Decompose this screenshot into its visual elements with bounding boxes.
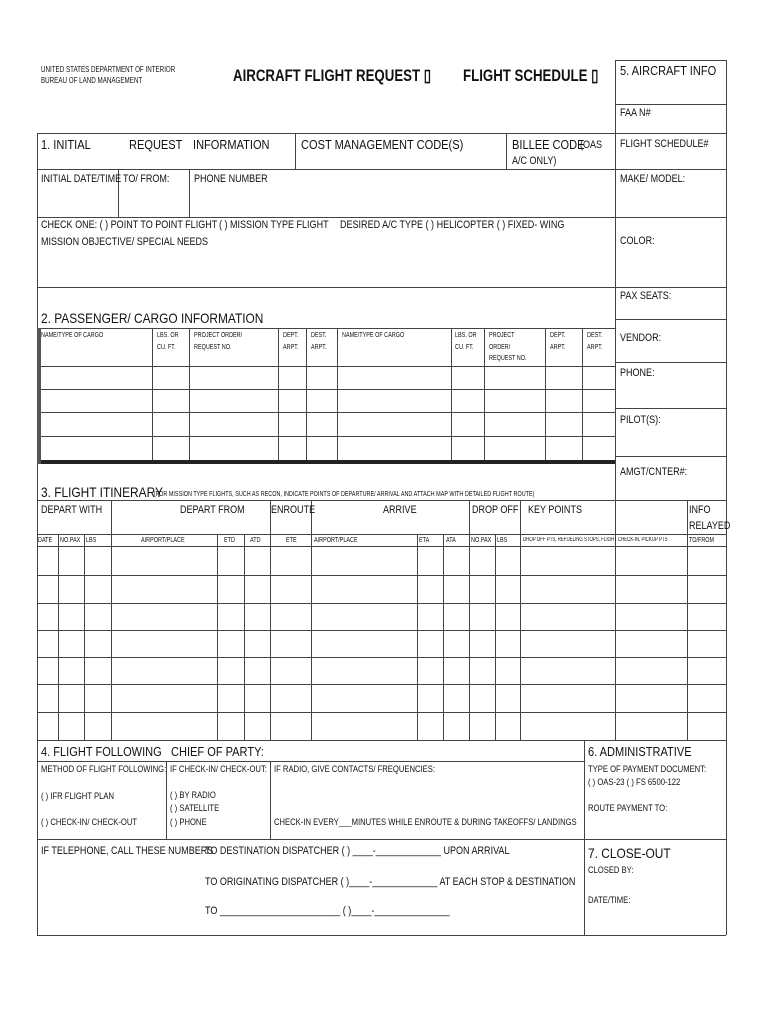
cargo-name-type-header: NAME/TYPE OF CARGO (41, 332, 104, 339)
amgt-cnter-label: AMGT/CNTER#: (620, 466, 688, 478)
type-payment-label: TYPE OF PAYMENT DOCUMENT: (588, 764, 707, 774)
route-payment-label: ROUTE PAYMENT TO: (588, 803, 668, 813)
checkin-checkout-check[interactable]: ( ) CHECK-IN/ CHECK-OUT (41, 817, 138, 827)
dept-arpt-header: ARPT. (283, 344, 299, 351)
lbs-header: LBS. OR (157, 332, 179, 339)
other-dispatcher-line: TO ________________________ ( )____-_______________ (205, 905, 450, 917)
billee-code-suffix: (OAS (580, 139, 603, 151)
itinerary-note: (FOR MISSION TYPE FLIGHTS, SUCH AS RECON, INDICATE POINTS OF DEPARTURE/ ARRIVAL AND ATTACH MAP WITH DETAILED FLIGHT ROUTE) (154, 491, 535, 498)
arrive-header: ARRIVE (383, 504, 417, 516)
col-lbs-2: LBS (497, 537, 508, 544)
order-header-2: ORDER/ (489, 344, 511, 351)
cost-management-code-label: COST MANAGEMENT CODE(S) (301, 137, 464, 152)
dest-arpt-header-2: ARPT. (587, 344, 603, 351)
billee-code-label: BILLEE CODE (512, 137, 585, 152)
payment-document-check[interactable]: ( ) OAS-23 ( ) FS 6500-122 (588, 777, 681, 787)
destination-dispatcher-line: TO DESTINATION DISPATCHER ( ) ____-_____________ UPON ARRIVAL (205, 845, 510, 857)
agency-line-2: BUREAU OF LAND MANAGEMENT (41, 76, 143, 85)
relayed-header: RELAYED (689, 520, 731, 532)
section2-title: 2. PASSENGER/ CARGO INFORMATION (41, 310, 264, 326)
dept-header-2: DEPT. (550, 332, 566, 339)
faa-number-label: FAA N# (620, 107, 651, 119)
section1-title: 1. INITIAL (41, 137, 91, 152)
phone-check[interactable]: ( ) PHONE (170, 817, 207, 827)
col-to-from: TO/FROM (689, 537, 715, 544)
if-telephone-label: IF TELEPHONE, CALL THESE NUMBERS (41, 845, 214, 857)
col-lbs: LBS (86, 537, 97, 544)
method-flight-following-label: METHOD OF FLIGHT FOLLOWING: (41, 764, 167, 774)
phone-number-label: PHONE NUMBER (194, 173, 268, 185)
project-order-header: PROJECT ORDER/ (194, 332, 243, 339)
col-no-pax-2: NO.PAX (471, 537, 492, 544)
cargo-name-type-header-2: NAME/TYPE OF CARGO (342, 332, 405, 339)
col-no-pax: NO.PAX (60, 537, 81, 544)
drop-off-header: DROP OFF (472, 504, 519, 516)
check-one-point-to-point[interactable]: CHECK ONE: ( ) POINT TO POINT FLIGHT (41, 219, 218, 231)
section3-title: 3. FLIGHT ITINERARY (41, 484, 163, 500)
desired-aircraft-type-check[interactable]: DESIRED A/C TYPE ( ) HELICOPTER ( ) FIXED- WING (340, 219, 565, 231)
cuft-header-2: CU. FT. (455, 344, 474, 351)
depart-with-header: DEPART WITH (41, 504, 103, 516)
dest-header-2: DEST. (587, 332, 603, 339)
info-header: INFO (689, 504, 711, 516)
col-atd: ATD (250, 537, 261, 544)
phone-label: PHONE: (620, 367, 655, 379)
depart-from-header: DEPART FROM (180, 504, 245, 516)
originating-dispatcher-line: TO ORIGINATING DISPATCHER ( )____-_____________ AT EACH STOP & DESTINATION (205, 876, 576, 888)
enroute-header: ENROUTE (271, 504, 316, 516)
pilots-label: PILOT(S): (620, 414, 661, 426)
section1-title-information: INFORMATION (193, 137, 270, 152)
vendor-label: VENDOR: (620, 332, 662, 344)
section6-title: 6. ADMINISTRATIVE (588, 744, 692, 759)
closed-by-label: CLOSED BY: (588, 865, 634, 875)
make-model-label: MAKE/ MODEL: (620, 173, 686, 185)
request-no-header: REQUEST NO. (194, 344, 232, 351)
close-out-datetime-label: DATE/TIME: (588, 895, 631, 905)
key-points-header: KEY POINTS (528, 504, 582, 516)
billee-code-line2: A/C ONLY) (512, 155, 557, 167)
aircraft-info-title: 5. AIRCRAFT INFO (620, 63, 717, 78)
if-checkin-checkout-label: IF CHECK-IN/ CHECK-OUT: (170, 764, 267, 774)
section4-title: 4. FLIGHT FOLLOWING (41, 744, 162, 759)
mission-objective-label: MISSION OBJECTIVE/ SPECIAL NEEDS (41, 236, 209, 248)
col-eta: ETA (419, 537, 430, 544)
initial-datetime-label: INITIAL DATE/TIME (41, 173, 122, 185)
col-airport-place-2: AIRPORT/PLACE (314, 537, 358, 544)
title-flight-request: AIRCRAFT FLIGHT REQUEST ▯ (233, 66, 432, 85)
chief-of-party-label: CHIEF OF PARTY: (171, 744, 264, 759)
col-ete: ETE (286, 537, 297, 544)
flight-schedule-number-label: FLIGHT SCHEDULE# (620, 138, 709, 150)
mission-type-flight-check[interactable]: ( ) MISSION TYPE FLIGHT (219, 219, 329, 231)
pax-seats-label: PAX SEATS: (620, 290, 672, 302)
section1-title-request: REQUEST (129, 137, 183, 152)
section7-title: 7. CLOSE-OUT (588, 845, 671, 861)
dest-arpt-header: ARPT. (311, 344, 327, 351)
satellite-check[interactable]: ( ) SATELLITE (170, 803, 220, 813)
agency-line-1: UNITED STATES DEPARTMENT OF INTERIOR (41, 65, 176, 74)
to-from-label: TO/ FROM: (123, 173, 170, 185)
checkin-every-text: CHECK-IN EVERY___MINUTES WHILE ENROUTE & DURING TAKEOFFS/ LANDINGS (274, 817, 577, 827)
col-airport-place: AIRPORT/PLACE (141, 537, 185, 544)
color-label: COLOR: (620, 235, 655, 247)
by-radio-check[interactable]: ( ) BY RADIO (170, 790, 216, 800)
if-radio-contacts-label: IF RADIO, GIVE CONTACTS/ FREQUENCIES: (274, 764, 435, 774)
dept-arpt-header-2: ARPT. (550, 344, 566, 351)
cuft-header: CU. FT. (157, 344, 176, 351)
dest-header: DEST. (311, 332, 327, 339)
title-flight-schedule: FLIGHT SCHEDULE ▯ (463, 66, 599, 85)
request-no-header-2: REQUEST NO. (489, 355, 527, 362)
dept-header: DEPT. (283, 332, 299, 339)
col-key-points: DROP OFF PTS, REFUELING STOPS, FLIGHT CHECK-IN, PICKUP PTS (523, 537, 668, 543)
ifr-flight-plan-check[interactable]: ( ) IFR FLIGHT PLAN (41, 791, 114, 801)
lbs-header-2: LBS. OR (455, 332, 477, 339)
col-etd: ETD (224, 537, 235, 544)
col-date: DATE (38, 537, 53, 544)
col-ata: ATA (446, 537, 456, 544)
project-header-2: PROJECT (489, 332, 515, 339)
